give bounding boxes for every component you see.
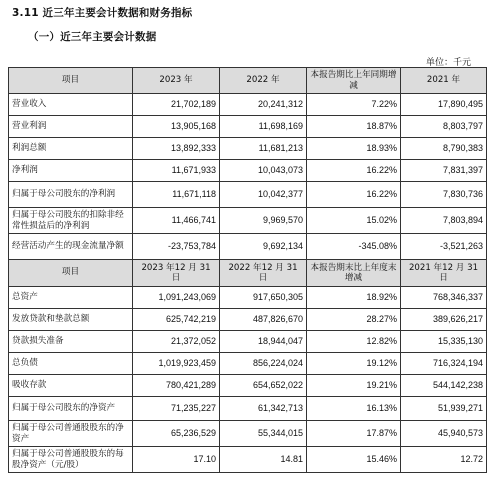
value-2021: 716,324,194	[401, 353, 487, 375]
value-2021: 7,830,736	[401, 182, 487, 208]
value-2023: 11,671,933	[133, 160, 220, 182]
value-2022: 10,043,073	[220, 160, 307, 182]
value-2021: 7,803,894	[401, 208, 487, 234]
value-2022: 487,826,670	[220, 309, 307, 331]
value-2021: 45,940,573	[401, 421, 487, 447]
value-2023: 21,372,052	[133, 331, 220, 353]
row-label: 归属于母公司普通股股东的净资产	[9, 421, 133, 447]
header-cell: 2023 年12 月 31 日	[133, 260, 220, 287]
value-2021: 15,335,130	[401, 331, 487, 353]
value-2023: 625,742,219	[133, 309, 220, 331]
table-row	[9, 447, 487, 473]
table-row	[9, 234, 487, 260]
row-label: 贷款损失准备	[9, 331, 133, 353]
header-cell: 项目	[9, 260, 133, 287]
unit-label: 单位：千元	[426, 58, 472, 68]
table1-header-row	[9, 68, 487, 94]
header-cell: 本报告期末比上年度末增减	[307, 260, 401, 287]
row-label: 总负债	[9, 353, 133, 375]
change-value: 7.22%	[307, 94, 401, 116]
value-2022: 856,224,024	[220, 353, 307, 375]
value-2022: 9,692,134	[220, 234, 307, 260]
value-2023: 13,892,333	[133, 138, 220, 160]
value-2023: 11,671,118	[133, 182, 220, 208]
value-2023: 13,905,168	[133, 116, 220, 138]
change-value: 15.02%	[307, 208, 401, 234]
accounting-data-table	[8, 67, 487, 473]
value-2022: 18,944,047	[220, 331, 307, 353]
row-label: 营业利润	[9, 116, 133, 138]
change-value: 17.87%	[307, 421, 401, 447]
header-cell: 2021 年12 月 31 日	[401, 260, 487, 287]
row-label: 营业收入	[9, 94, 133, 116]
value-2022: 9,969,570	[220, 208, 307, 234]
change-value: 15.46%	[307, 447, 401, 473]
row-label: 净利润	[9, 160, 133, 182]
value-2021: 544,142,238	[401, 375, 487, 397]
table-row	[9, 287, 487, 309]
value-2023: 1,019,923,459	[133, 353, 220, 375]
value-2023: 71,235,227	[133, 397, 220, 421]
table-row	[9, 208, 487, 234]
value-2021: -3,521,263	[401, 234, 487, 260]
value-2023: 780,421,289	[133, 375, 220, 397]
value-2023: 1,091,243,069	[133, 287, 220, 309]
value-2022: 55,344,015	[220, 421, 307, 447]
value-2021: 7,831,397	[401, 160, 487, 182]
header-cell: 2023 年	[133, 68, 220, 94]
change-value: 16.13%	[307, 397, 401, 421]
value-2022: 917,650,305	[220, 287, 307, 309]
value-2022: 654,652,022	[220, 375, 307, 397]
change-value: 19.21%	[307, 375, 401, 397]
change-value: 18.87%	[307, 116, 401, 138]
table-row	[9, 160, 487, 182]
change-value: 16.22%	[307, 160, 401, 182]
row-label: 经营活动产生的现金流量净额	[9, 234, 133, 260]
row-label: 利润总额	[9, 138, 133, 160]
header-cell: 2021 年	[401, 68, 487, 94]
row-label: 吸收存款	[9, 375, 133, 397]
value-2021: 51,939,271	[401, 397, 487, 421]
table-row	[9, 421, 487, 447]
row-label: 归属于母公司股东的扣除非经常性损益后的净利润	[9, 208, 133, 234]
table-row	[9, 353, 487, 375]
value-2023: 11,466,741	[133, 208, 220, 234]
row-label: 归属于母公司股东的净利润	[9, 182, 133, 208]
table-row	[9, 331, 487, 353]
value-2023: 65,236,529	[133, 421, 220, 447]
table-row	[9, 375, 487, 397]
table-row	[9, 138, 487, 160]
header-cell: 2022 年12 月 31 日	[220, 260, 307, 287]
row-label: 发放贷款和垫款总额	[9, 309, 133, 331]
header-cell: 项目	[9, 68, 133, 94]
row-label: 归属于母公司股东的净资产	[9, 397, 133, 421]
value-2022: 20,241,312	[220, 94, 307, 116]
subsection-heading: （一）近三年主要会计数据	[28, 31, 157, 43]
section-heading: 3.11 近三年主要会计数据和财务指标	[12, 7, 193, 19]
change-value: 18.93%	[307, 138, 401, 160]
row-label: 归属于母公司普通股股东的每股净资产（元/股）	[9, 447, 133, 473]
value-2021: 12.72	[401, 447, 487, 473]
value-2021: 17,890,495	[401, 94, 487, 116]
header-cell: 2022 年	[220, 68, 307, 94]
value-2023: -23,753,784	[133, 234, 220, 260]
value-2022: 14.81	[220, 447, 307, 473]
table-row	[9, 116, 487, 138]
table-row	[9, 94, 487, 116]
value-2021: 8,803,797	[401, 116, 487, 138]
value-2023: 21,702,189	[133, 94, 220, 116]
value-2022: 10,042,377	[220, 182, 307, 208]
value-2022: 11,698,169	[220, 116, 307, 138]
change-value: 28.27%	[307, 309, 401, 331]
table-row	[9, 309, 487, 331]
table-row	[9, 182, 487, 208]
value-2022: 61,342,713	[220, 397, 307, 421]
change-value: 12.82%	[307, 331, 401, 353]
value-2022: 11,681,213	[220, 138, 307, 160]
value-2021: 8,790,383	[401, 138, 487, 160]
change-value: 16.22%	[307, 182, 401, 208]
change-value: -345.08%	[307, 234, 401, 260]
change-value: 18.92%	[307, 287, 401, 309]
row-label: 总资产	[9, 287, 133, 309]
header-cell: 本报告期比上年同期增减	[307, 68, 401, 94]
value-2021: 389,626,217	[401, 309, 487, 331]
table-row	[9, 397, 487, 421]
table2-header-row	[9, 260, 487, 287]
value-2021: 768,346,337	[401, 287, 487, 309]
value-2023: 17.10	[133, 447, 220, 473]
change-value: 19.12%	[307, 353, 401, 375]
